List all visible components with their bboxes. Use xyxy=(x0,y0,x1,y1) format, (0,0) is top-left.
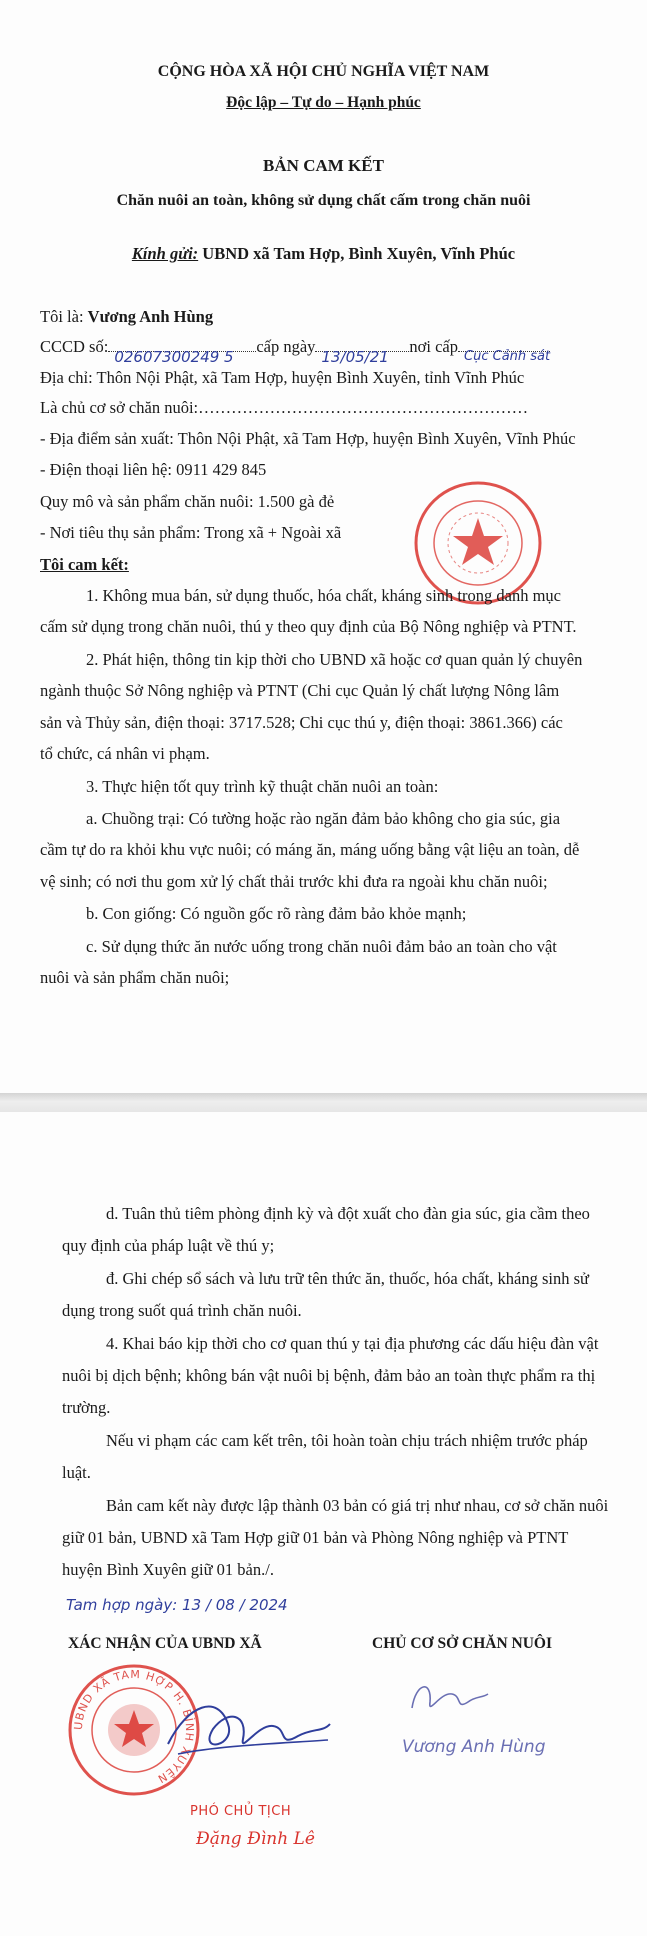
vice-chairman-signature xyxy=(158,1684,338,1774)
p5-line-1: Nếu vi phạm các cam kết trên, tôi hoàn toàn chịu trách nhiệm trước pháp xyxy=(106,1431,588,1450)
signing-date: Tam hợp ngày: 13 / 08 / 2024 xyxy=(66,1596,288,1614)
p6-line-1: Bản cam kết này được lập thành 03 bản có giá trị như nhau, cơ sở chăn nuôi xyxy=(106,1496,609,1515)
pc-line-1: c. Sử dụng thức ăn nước uống trong chăn nuôi đảm bảo an toàn cho vật xyxy=(86,937,557,956)
address-line: Địa chỉ: Thôn Nội Phật, xã Tam Hợp, huyện Bình Xuyên, tỉnh Vĩnh Phúc xyxy=(40,368,525,387)
right-signature-title: CHỦ CƠ SỞ CHĂN NUÔI xyxy=(372,1635,552,1652)
issued-label: cấp ngày xyxy=(256,337,316,356)
id-field xyxy=(108,348,256,366)
location-line: - Địa điểm sản xuất: Thôn Nội Phật, xã Tam Hợp, huyện Bình Xuyên, Vĩnh Phúc xyxy=(40,429,576,448)
name-label: Tôi là: xyxy=(40,307,88,326)
owner-signature xyxy=(404,1672,494,1722)
pb-line: b. Con giống: Có nguồn gốc rõ ràng đảm bảo khỏe mạnh; xyxy=(86,904,467,923)
id-value: 02607300249 5 xyxy=(114,348,234,366)
owner-name: Vương Anh Hùng xyxy=(402,1737,546,1757)
pa-line-1: a. Chuồng trại: Có tường hoặc rào ngăn đảm bảo không cho gia súc, gia xyxy=(86,809,561,828)
p4-line-2: nuôi bị dịch bệnh; không bán vật nuôi bị bệnh, đảm bảo an toàn thực phẩm ra thị xyxy=(62,1366,596,1385)
recipient-label: Kính gửi: xyxy=(131,244,199,263)
recipient-value: UBND xã Tam Hợp, Bình Xuyên, Vĩnh Phúc xyxy=(198,244,516,263)
name-value: Vương Anh Hùng xyxy=(87,307,214,326)
page-separator xyxy=(0,1093,647,1112)
document-subtitle: Chăn nuôi an toàn, không sử dụng chất cấm trong chăn nuôi xyxy=(116,192,531,209)
p5-line-2: luật. xyxy=(62,1463,91,1482)
issued-value: 13/05/21 xyxy=(321,348,389,366)
motto xyxy=(0,93,647,113)
left-signature-title: XÁC NHẬN CỦA UBND XÃ xyxy=(68,1635,262,1652)
p3-line: 3. Thực hiện tốt quy trình kỹ thuật chăn nuôi an toàn: xyxy=(86,777,439,796)
market-line: - Nơi tiêu thụ sản phẩm: Trong xã + Ngoài xã xyxy=(40,523,342,542)
signer-name: Đặng Đình Lê xyxy=(196,1829,315,1849)
signer-role: PHÓ CHỦ TỊCH xyxy=(190,1804,292,1819)
pdd-line-2: dụng trong suốt quá trình chăn nuôi. xyxy=(62,1301,302,1320)
issued-field xyxy=(315,348,409,366)
country-header: CỘNG HÒA XÃ HỘI CHỦ NGHĨA VIỆT NAM xyxy=(157,63,490,80)
pd-line-2: quy định của pháp luật về thú y; xyxy=(62,1236,275,1255)
p2-line-3: sản và Thủy sản, điện thoại: 3717.528; Chi cục thú y, điện thoại: 3861.366) các xyxy=(40,713,563,732)
recipient-line xyxy=(0,244,647,264)
document-page-2 xyxy=(0,1112,647,1936)
owner-line: Là chủ cơ sở chăn nuôi:…………………………………………………… xyxy=(40,398,529,417)
place-value: Cục Cảnh sát xyxy=(464,349,551,364)
p2-line-2: ngành thuộc Sở Nông nghiệp và PTNT (Chi cục Quản lý chất lượng Nông lâm xyxy=(40,681,560,700)
document-title: BẢN CAM KẾT xyxy=(263,156,384,175)
p4-line-3: trường. xyxy=(62,1398,111,1417)
p4-line-1: 4. Khai báo kịp thời cho cơ quan thú y tại địa phương các dấu hiệu đàn vật xyxy=(106,1334,599,1353)
commit-heading-text: Tôi cam kết: xyxy=(40,555,129,574)
p6-line-2: giữ 01 bản, UBND xã Tam Hợp giữ 01 bản và Phòng Nông nghiệp và PTNT xyxy=(62,1528,569,1547)
id-label: CCCD số: xyxy=(40,337,109,356)
p1-line-2: cấm sử dụng trong chăn nuôi, thú y theo quy định của Bộ Nông nghiệp và PTNT. xyxy=(40,617,577,636)
pa-line-3: vệ sinh; có nơi thu gom xử lý chất thải trước khi đưa ra ngoài khu chăn nuôi; xyxy=(40,872,548,891)
scale-line: Quy mô và sản phẩm chăn nuôi: 1.500 gà đẻ xyxy=(40,492,335,511)
pc-line-2: nuôi và sản phẩm chăn nuôi; xyxy=(40,968,230,987)
pdd-line-1: đ. Ghi chép sổ sách và lưu trữ tên thức ăn, thuốc, hóa chất, kháng sinh sử xyxy=(106,1269,589,1288)
p1-line-1: 1. Không mua bán, sử dụng thuốc, hóa chất, kháng sinh trong danh mục xyxy=(86,586,561,605)
place-label: nơi cấp xyxy=(409,337,459,356)
place-field xyxy=(458,349,551,364)
phone-line: - Điện thoại liên hệ: 0911 429 845 xyxy=(40,460,267,479)
pd-line-1: d. Tuân thủ tiêm phòng định kỳ và đột xuất cho đàn gia súc, gia cầm theo xyxy=(106,1204,590,1223)
stamp-ring-text: UBND XÃ TAM HỢP H. BÌNH XUYÊN xyxy=(71,1667,197,1786)
id-line xyxy=(40,337,551,366)
name-line xyxy=(40,307,213,327)
p6-line-3: huyện Bình Xuyên giữ 01 bản./. xyxy=(62,1560,274,1579)
p2-line-4: tổ chức, cá nhân vi phạm. xyxy=(40,744,210,763)
commit-heading xyxy=(40,555,129,575)
pa-line-2: cầm tự do ra khỏi khu vực nuôi; có máng ăn, máng uống bằng vật liệu an toàn, dễ xyxy=(40,840,580,859)
p2-line-1: 2. Phát hiện, thông tin kịp thời cho UBND xã hoặc cơ quan quản lý chuyên xyxy=(86,650,583,669)
motto-text: Độc lập – Tự do – Hạnh phúc xyxy=(226,94,421,111)
